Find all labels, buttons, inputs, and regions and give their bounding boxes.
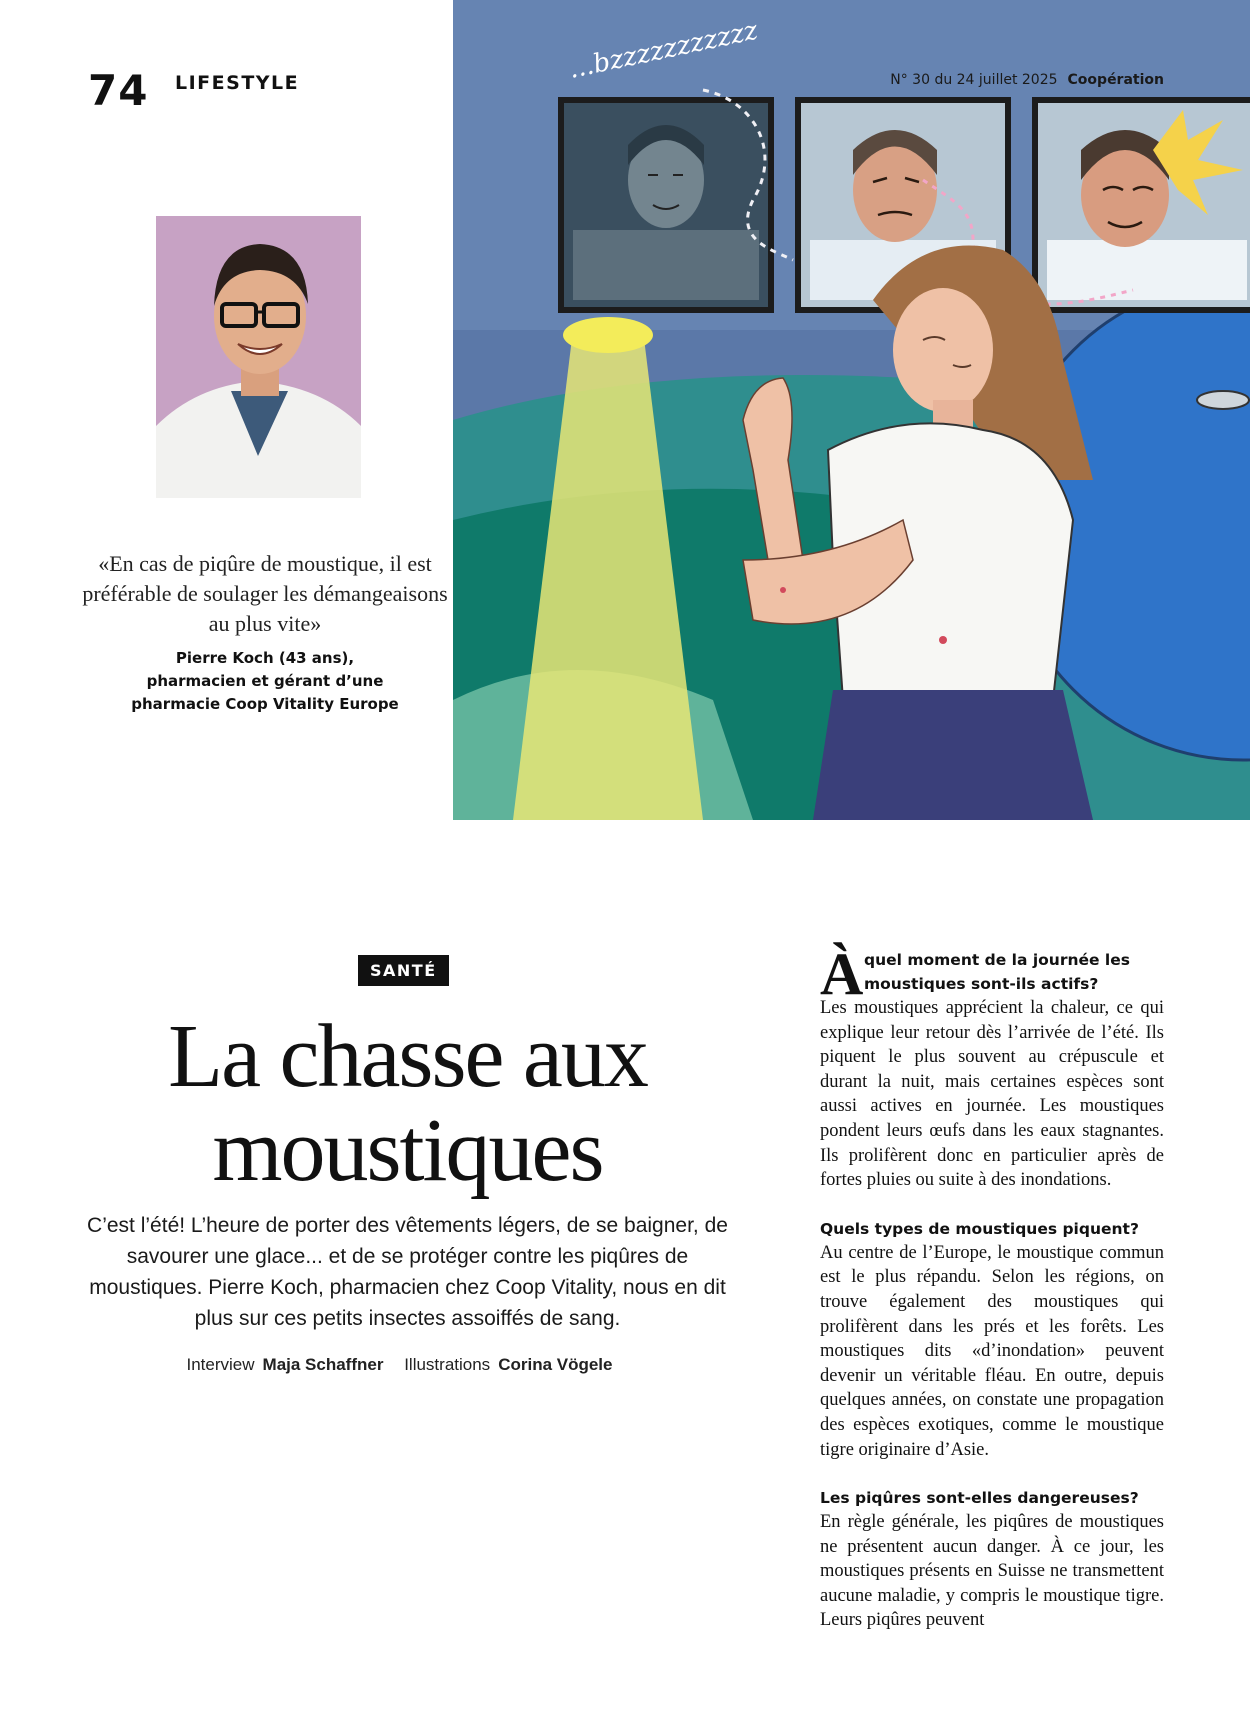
quote-author-line: Pierre Koch (43 ans),	[175, 649, 355, 667]
buzz-sound-text: ...bzzzzzzzzzzz	[566, 15, 761, 85]
question-3: Les piqûres sont-elles dangereuses?	[820, 1489, 1139, 1508]
quote-author	[80, 647, 450, 716]
issue-number: N° 30 du 24 juillet 2025	[890, 72, 1058, 88]
pull-quote	[80, 549, 450, 716]
page-number: 74	[88, 66, 149, 115]
quote-author-line: pharmacie Coop Vitality Europe	[131, 695, 399, 713]
answer-3: En règle générale, les piqûres de moustiques ne présentent aucun danger. À ce jour, les moustiques présents en Suisse ne transmettent aucune maladie, y compris le moustique tigre. Leurs piqûres peuvent	[820, 1512, 1164, 1631]
headline-line: La chasse aux	[168, 1007, 647, 1106]
article-credits	[80, 1355, 735, 1375]
dropcap: À	[820, 941, 864, 1007]
illustrations-name: Corina Vögele	[498, 1355, 613, 1374]
headline-line: moustiques	[212, 1101, 603, 1200]
interview-column	[820, 941, 1164, 1633]
quote-author-line: pharmacien et gérant d’une	[146, 672, 384, 690]
illustrations-label: Illustrations	[404, 1355, 491, 1374]
author-portrait	[156, 216, 361, 498]
answer-1: Les moustiques apprécient la chaleur, ce qui explique leur retour dès l’arrivée de l’été. Ils piquent le plus souvent au crépuscule et durant la nuit, mais certaines espèces sont aussi actives en journée. Les moustiques pondent leurs œufs dans les eaux stagnantes. Ils prolifèrent donc en particulier après de fortes pluies ou suite à des inondations.	[820, 998, 1164, 1191]
question-1	[820, 941, 1164, 1007]
issue-line	[890, 72, 1164, 88]
article-lead: C’est l’été! L’heure de porter des vêtements légers, de se baigner, de savourer une glace... et de se protéger contre les piqûres de moustiques. Pierre Koch, pharmacien chez Coop Vitality, nous en dit plus sur ces petits insectes assoiffés de sang.	[87, 1214, 728, 1330]
interview-label: Interview	[186, 1355, 255, 1374]
section-label: LIFESTYLE	[175, 72, 300, 94]
quote-text: «En cas de piqûre de moustique, il est préférable de soulager les démangeaisons au plus vite»	[82, 551, 448, 636]
question-1-text: quel moment de la journée les moustiques sont-ils actifs?	[864, 951, 1130, 993]
hero-illustration	[453, 0, 1250, 820]
interview-name: Maja Schaffner	[262, 1355, 384, 1374]
category-tag: SANTÉ	[358, 955, 449, 986]
publication-name: Coopération	[1067, 72, 1164, 88]
answer-2: Au centre de l’Europe, le moustique commun est le plus répandu. Selon les régions, on trouve également des moustiques qui prolifèrent dans les prés et les forêts. Les moustiques dits «d’inondation» peuvent devenir un véritable fléau. En outre, depuis quelques années, on constate une propagation des espèces exotiques, comme le moustique tigre originaire d’Asie.	[820, 1242, 1164, 1460]
question-2: Quels types de moustiques piquent?	[820, 1219, 1139, 1238]
article-headline	[80, 1007, 735, 1200]
